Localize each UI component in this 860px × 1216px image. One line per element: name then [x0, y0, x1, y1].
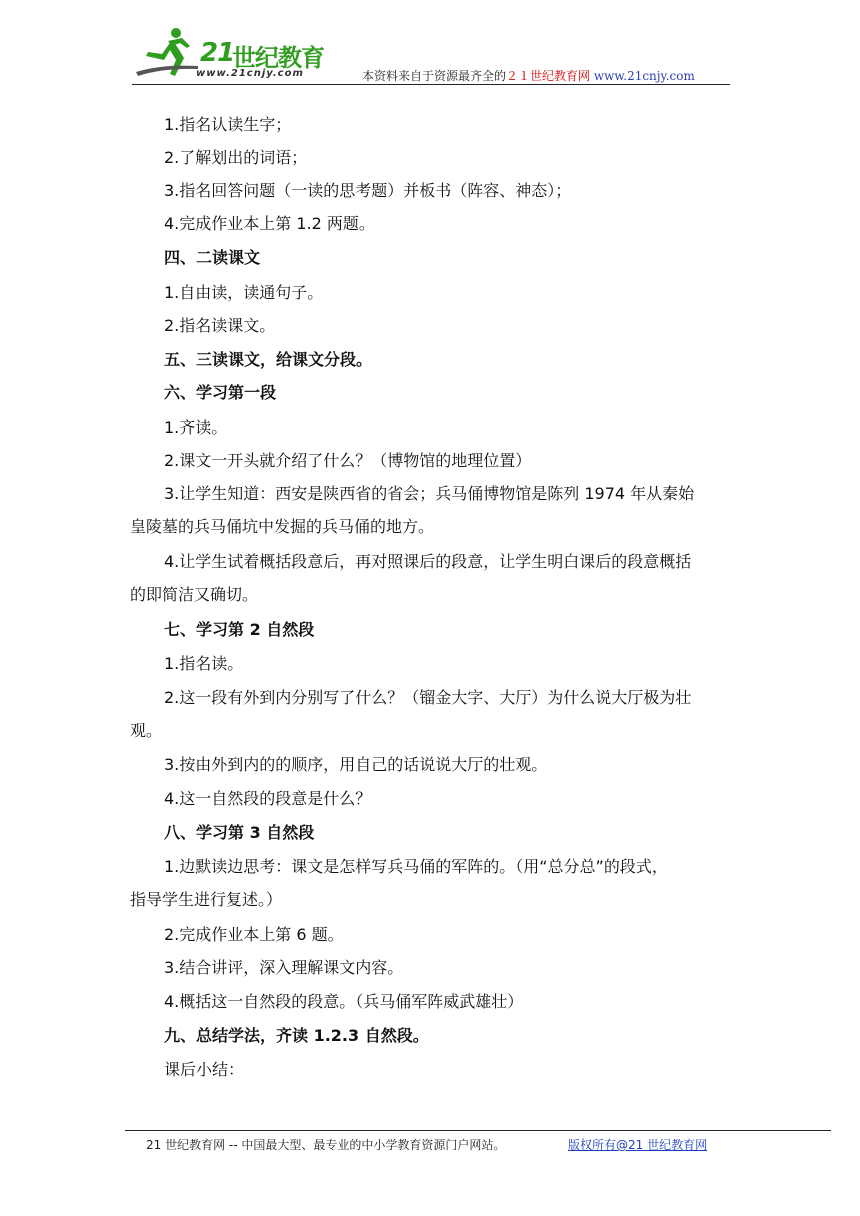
body-line: 2.指名读课文。: [164, 316, 276, 335]
body-line: 1.指名读。: [164, 654, 244, 673]
footer-divider: [125, 1130, 831, 1131]
header-note-highlight: ２１世纪教育网: [506, 69, 591, 83]
header-note: [362, 67, 695, 84]
section-heading: 四、二读课文: [164, 248, 261, 267]
body-line: 4.完成作业本上第 1.2 两题。: [164, 214, 375, 233]
body-line: 3.按由外到内的的顺序，用自己的话说说大厅的壮观。: [164, 755, 548, 774]
header-divider: [132, 84, 730, 85]
section-heading: 七、学习第 2 自然段: [164, 620, 315, 639]
body-line: 4.这一自然段的段意是什么？: [164, 789, 372, 808]
body-line: 1.自由读，读通句子。: [164, 283, 324, 302]
body-line: 的即简洁又确切。: [130, 585, 259, 604]
body-line: 4.让学生试着概括段意后，再对照课后的段意，让学生明白课后的段意概括: [164, 552, 692, 571]
body-line: 2.课文一开头就介绍了什么？（博物馆的地理位置）: [164, 451, 532, 470]
logo-url: www.21cnjy.com: [196, 68, 304, 79]
section-heading: 八、学习第 3 自然段: [164, 823, 315, 842]
body-line: 指导学生进行复述。）: [130, 890, 283, 909]
body-line: 1.指名认读生字；: [164, 115, 292, 134]
body-line: 2.了解划出的词语；: [164, 148, 308, 167]
body-line: 2.这一段有外到内分别写了什么？（镏金大字、大厅）为什么说大厅极为壮: [164, 688, 692, 707]
footer-text: 21 世纪教育网 -- 中国最大型、最专业的中小学教育资源门户网站。: [146, 1138, 506, 1152]
body-line: 3.指名回答问题（一读的思考题）并板书（阵容、神态）；: [164, 181, 572, 200]
page-header: [0, 0, 860, 90]
body-line: 课后小结：: [164, 1060, 245, 1079]
body-line: 3.结合讲评，深入理解课文内容。: [164, 958, 404, 977]
body-line: 3.让学生知道：西安是陕西省的省会；兵马俑博物馆是陈列 1974 年从秦始: [164, 484, 695, 503]
header-note-url[interactable]: www.21cnjy.com: [593, 69, 695, 83]
body-line: 1.齐读。: [164, 418, 228, 437]
body-line: 1.边默读边思考：课文是怎样写兵马俑的军阵的。（用“总分总”的段式，: [164, 857, 668, 876]
copyright-link[interactable]: 版权所有@21 世纪教育网: [568, 1138, 708, 1152]
runner-logo-icon: [132, 24, 202, 82]
site-logo[interactable]: [132, 24, 342, 82]
logo-number: 21: [200, 38, 235, 68]
header-note-prefix: 本资料来自于资源最齐全的: [362, 69, 507, 83]
body-line: 4.概括这一自然段的段意。（兵马俑军阵威武雄壮）: [164, 992, 524, 1011]
logo-text: 世纪教育: [232, 44, 324, 72]
body-line: 皇陵墓的兵马俑坑中发掘的兵马俑的地方。: [130, 517, 435, 536]
section-heading: 九、总结学法，齐读 1.2.3 自然段。: [164, 1026, 429, 1045]
section-heading: 六、学习第一段: [164, 383, 277, 402]
body-line: 2.完成作业本上第 6 题。: [164, 925, 344, 944]
body-line: 观。: [130, 721, 163, 740]
section-heading: 五、三读课文，给课文分段。: [164, 350, 373, 369]
